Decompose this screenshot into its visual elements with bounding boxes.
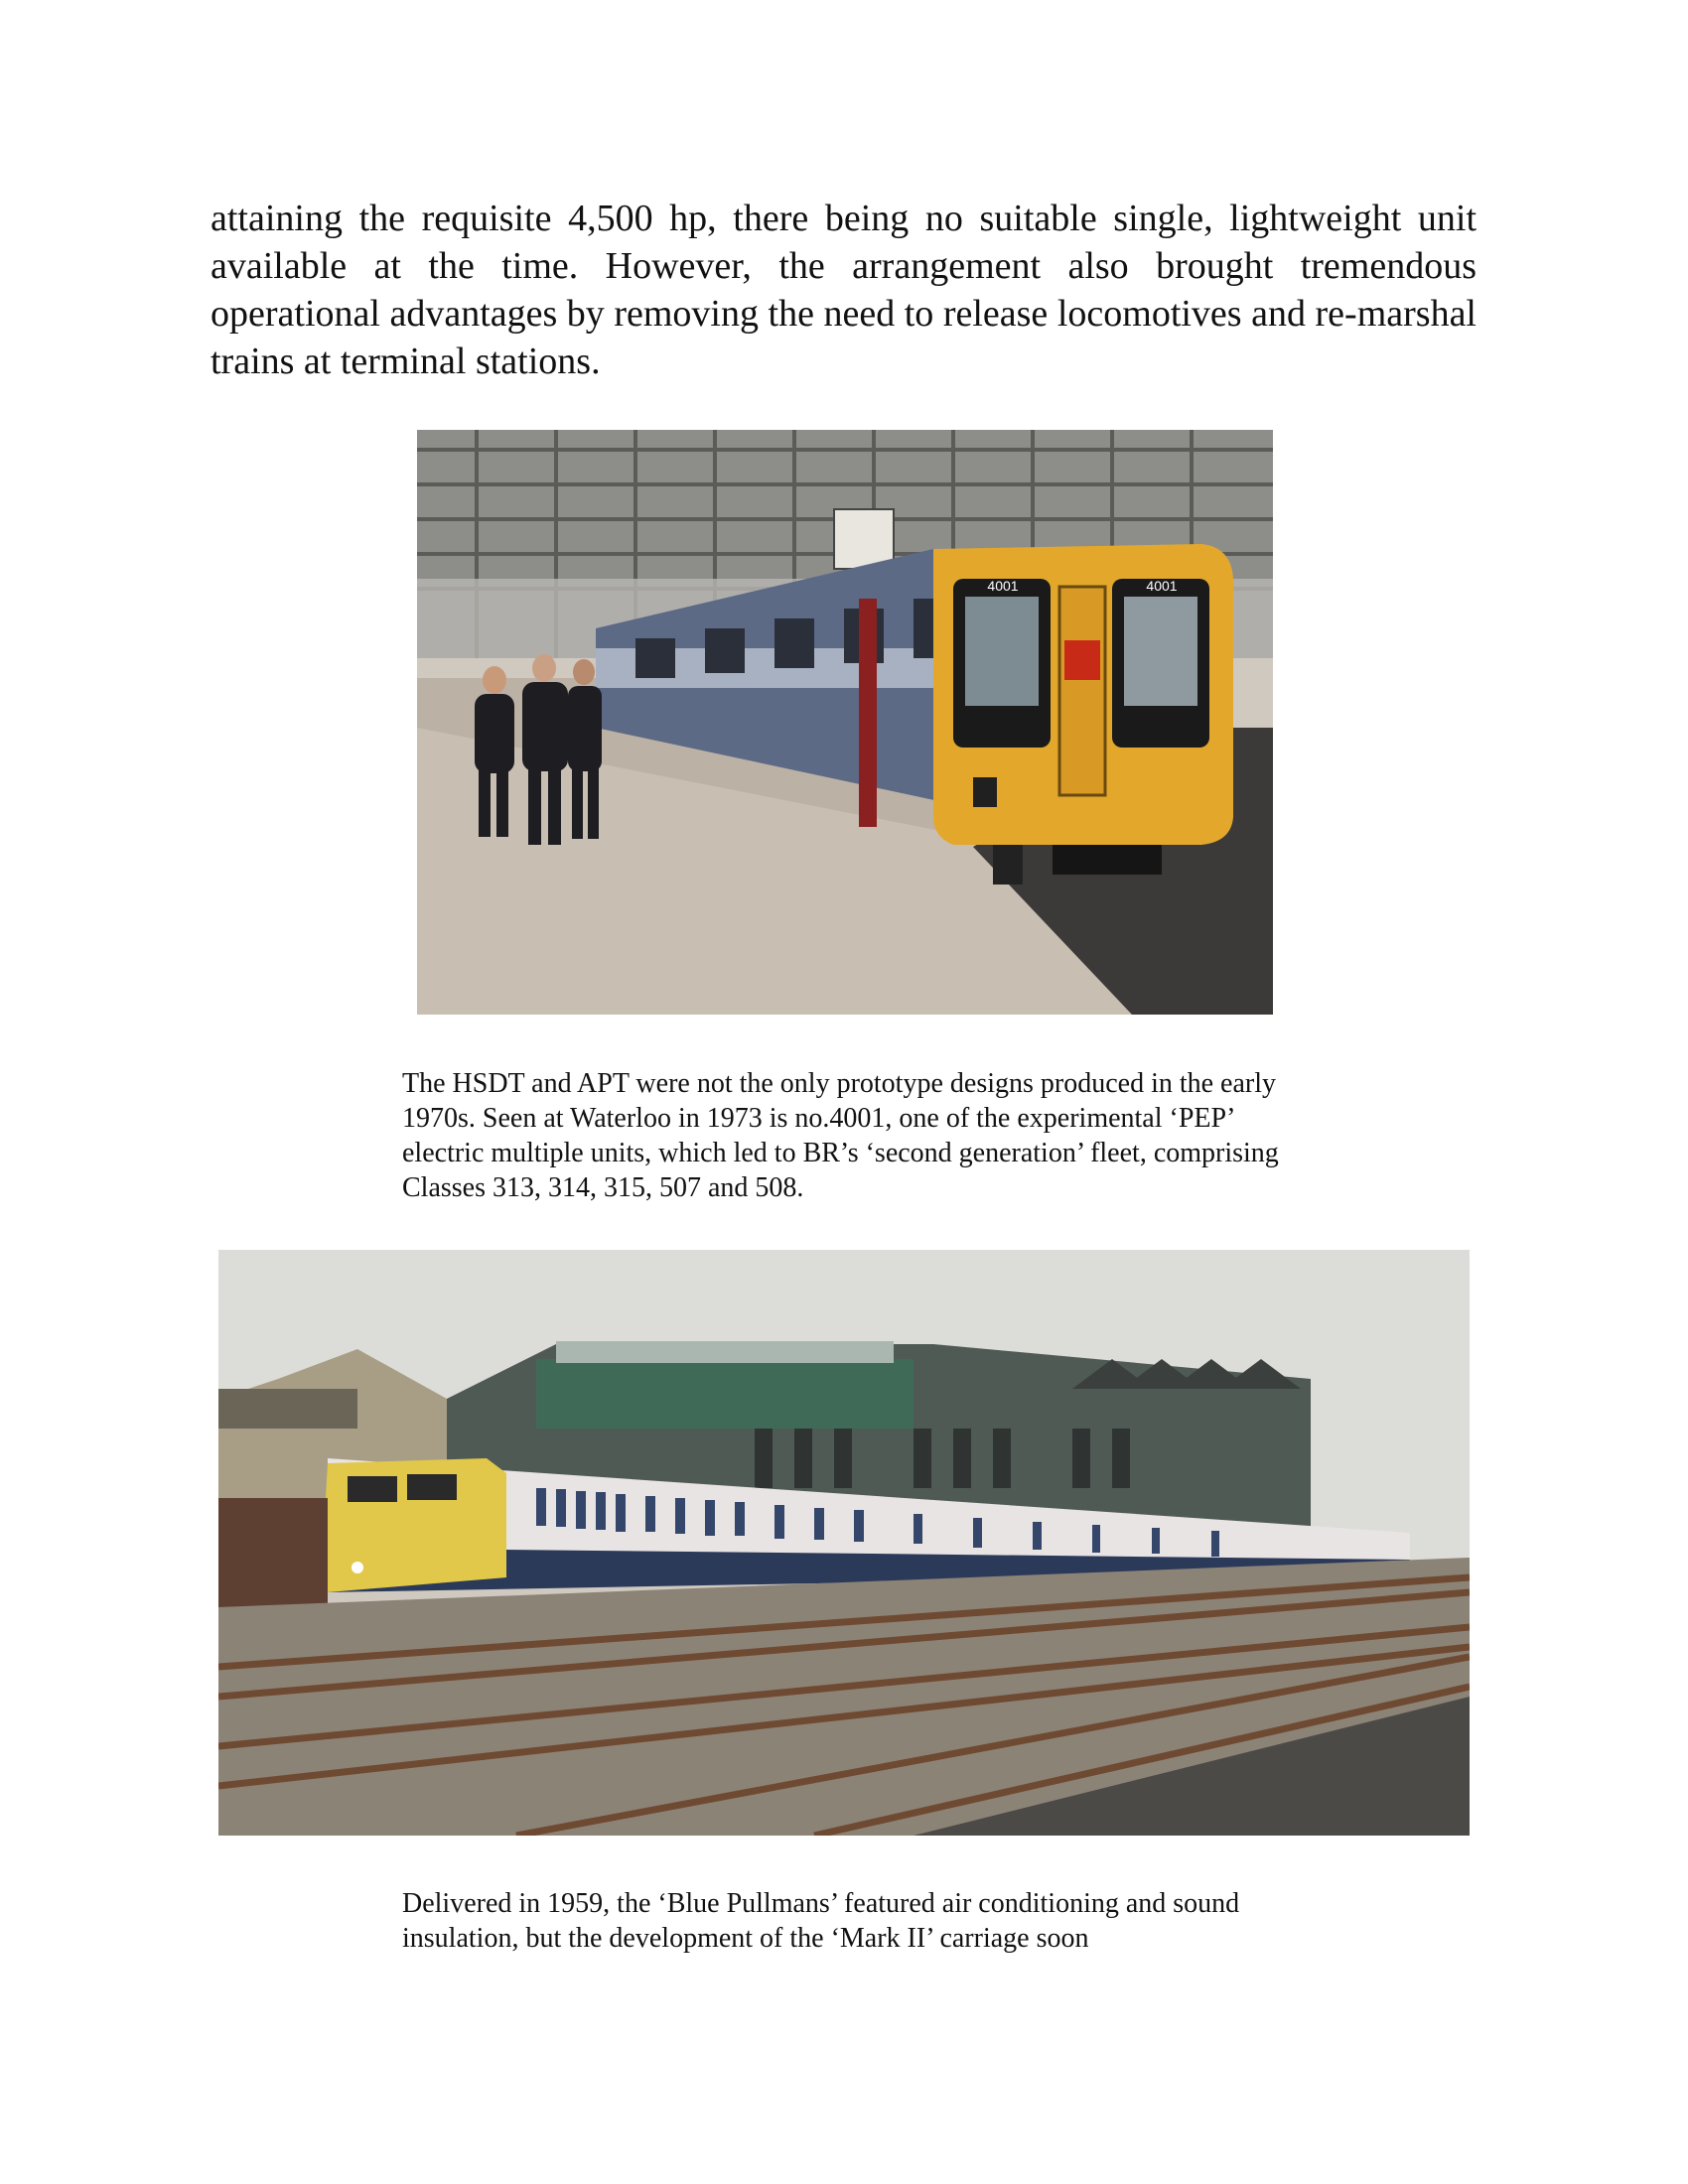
blue-pullman-illustration (218, 1250, 1470, 1836)
blue-pullman-photo (218, 1250, 1470, 1836)
body-paragraph: attaining the requisite 4,500 hp, there being no suitable single, lightweight unit available at the time. However, the arrangement also brought tremendous operational advantages by removing the need to release locomotives and re-marshal trains at terminal stations. (211, 198, 1477, 382)
pep-unit-photo (417, 430, 1273, 1015)
pep-unit-illustration (417, 430, 1273, 1015)
unit-number-right: 4001 (1146, 578, 1178, 594)
unit-number-left: 4001 (987, 578, 1019, 594)
figure-caption: The HSDT and APT were not the only prototype designs produced in the early 1970s. Seen at Waterloo in 1973 is no.4001, one of the experimental ‘PEP’ electric multiple units, which led to BR’s ‘second generation’ fleet, comprising Classes 313, 314, 315, 507 and 508. (402, 1068, 1279, 1203)
figure-caption: Delivered in 1959, the ‘Blue Pullmans’ featured air conditioning and sound insulation, but the development of the ‘Mark II’ carriage soon (402, 1888, 1240, 1954)
